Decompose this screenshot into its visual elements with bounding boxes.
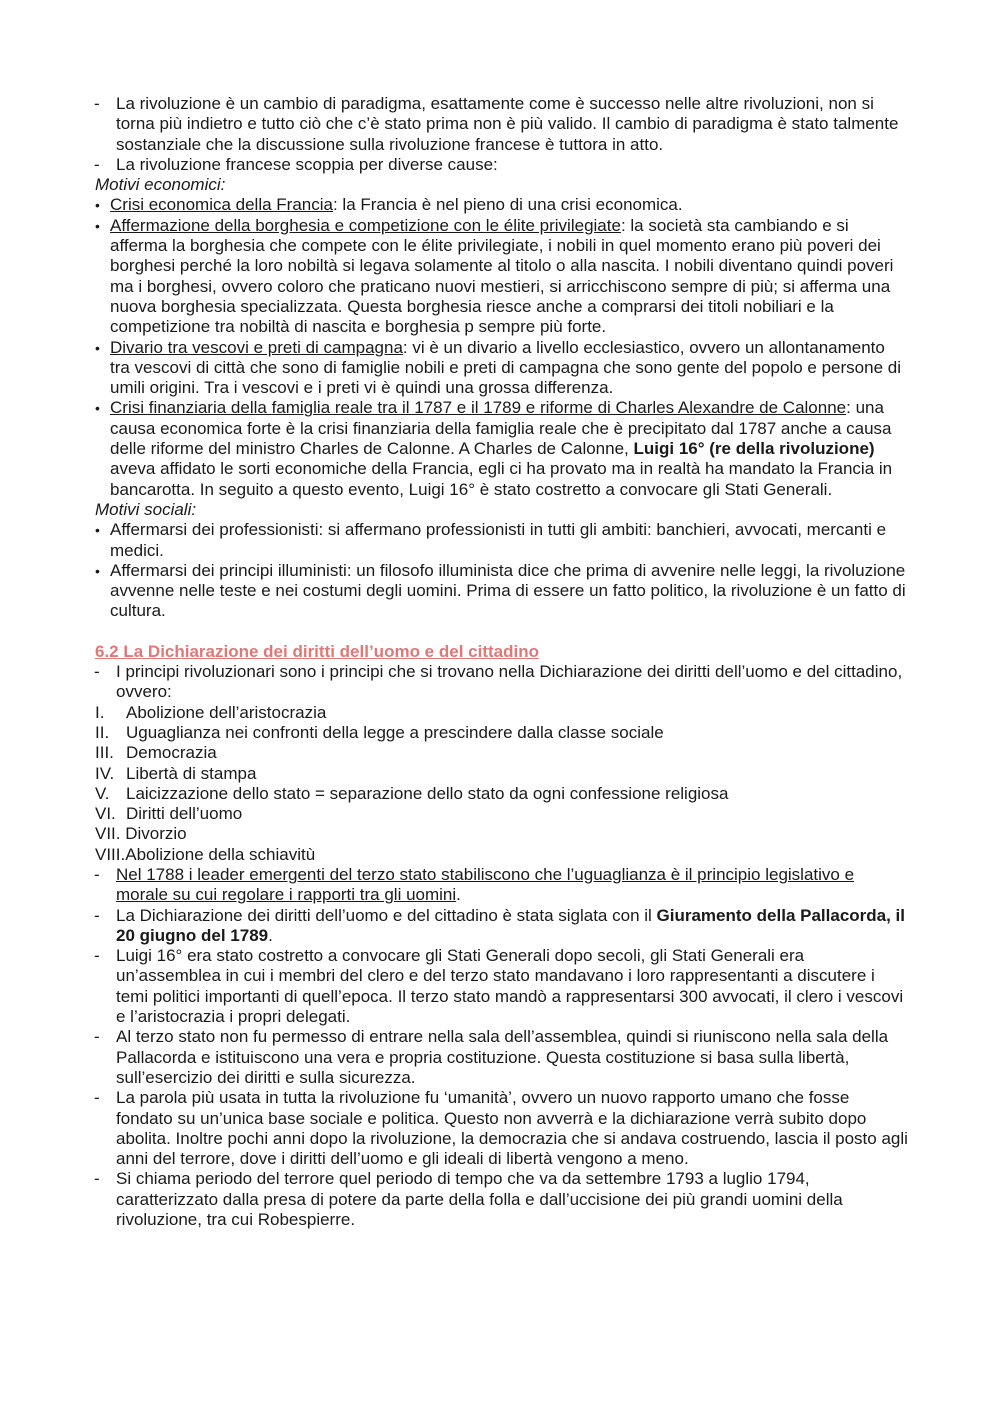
dash-marker: -	[94, 1088, 100, 1108]
numbered-list-item	[0, 784, 1000, 804]
bold-text: Giuramento della Pallacorda, il 20 giugno del 1789	[116, 905, 905, 945]
bullet-list-item	[0, 195, 1000, 215]
text-run: Affermarsi dei principi illuministi: un filosofo illuminista dice che prima di avvenire nelle leggi, la rivoluzione avvenne nelle teste e nei costumi degli uomini. Prima di essere un fatto politico, la rivoluzione è un fatto di cultura.	[110, 560, 906, 621]
text-run: .	[268, 925, 273, 945]
dash-list-item	[0, 865, 1000, 906]
text-run: Diritti dell’uomo	[126, 804, 243, 824]
underlined-text: Divario tra vescovi e preti di campagna	[110, 337, 403, 357]
dash-marker: -	[94, 1169, 100, 1189]
dash-marker: -	[94, 662, 100, 682]
bullet-marker: •	[95, 400, 100, 417]
dash-marker: -	[94, 946, 100, 966]
section-heading	[0, 642, 1000, 662]
dash-list-item	[0, 155, 1000, 175]
text-run: Motivi sociali:	[95, 499, 197, 519]
underlined-text: Crisi economica della Francia	[110, 195, 333, 215]
text-run: : una causa economica forte è la crisi finanziaria della famiglia reale che è precipitato dal 1787 anche a causa delle riforme del ministro Charles de Calonne. A Charles de Calonne,	[110, 398, 892, 459]
dash-marker: -	[94, 1027, 100, 1047]
dash-marker: -	[94, 905, 100, 925]
text-run: Affermarsi dei professionisti: si affermano professionisti in tutti gli ambiti: banchieri, avvocati, mercanti e medici.	[110, 520, 887, 560]
text-run: Democrazia	[126, 743, 217, 763]
text-run: : vi è un divario a livello ecclesiastico, ovvero un allontanamento tra vescovi di città che sono di famiglie nobili e preti di campagna che sono gente del popolo e persone di umili origini. Tra i vescovi e i preti vi è quindi una grossa differenza.	[110, 337, 901, 398]
bullet-list-item	[0, 216, 1000, 338]
dash-list-item	[0, 1169, 1000, 1230]
roman-numeral: I.	[95, 702, 105, 722]
dash-list-item	[0, 662, 1000, 703]
text-run: La rivoluzione è un cambio di paradigma, esattamente come è successo nelle altre rivoluzioni, non si torna più indietro e tutto ciò che c’è stato prima non è più valido. Il cambio di paradigma è stato talmente sostanziale che la discussione sulla rivoluzione francese è tuttora in atto.	[116, 94, 899, 154]
text-run: Si chiama periodo del terrore quel periodo di tempo che va da settembre 1793 a luglio 1794, caratterizzato dalla presa di potere da parte della folla e dall’uccisione dei più grandi uomini della rivoluzione, tra cui Robespierre.	[116, 1169, 843, 1230]
document-page	[0, 94, 1000, 1230]
bullet-list-item	[0, 561, 1000, 622]
numbered-list-item	[0, 764, 1000, 784]
numbered-list-item	[0, 804, 1000, 824]
roman-numeral: VI.	[95, 804, 116, 824]
numbered-list-item	[0, 703, 1000, 723]
numbered-list-item	[0, 824, 1000, 844]
numbered-list-item	[0, 723, 1000, 743]
bullet-list-item	[0, 398, 1000, 499]
roman-numeral: IV.	[95, 763, 115, 783]
text-run: Abolizione dell’aristocrazia	[126, 702, 327, 722]
text-run: aveva affidato le sorti economiche della Francia, egli ci ha provato ma in realtà ha mandato la Francia in bancarotta. In seguito a questo evento, Luigi 16° è stato costretto a convocare gli Stati Generali.	[110, 459, 893, 499]
text-run: La rivoluzione francese scoppia per diverse cause:	[116, 154, 498, 174]
underlined-text: Nel 1788 i leader emergenti del terzo stato stabiliscono che l’uguaglianza è il principio legislativo e morale su cui regolare i rapporti tra gli uomini	[116, 864, 855, 905]
dash-list-item	[0, 1088, 1000, 1169]
bullet-marker: •	[95, 197, 100, 214]
roman-numeral: II.	[95, 722, 110, 742]
text-run: VII. Divorzio	[95, 824, 187, 844]
dash-marker: -	[94, 864, 100, 884]
bullet-marker: •	[95, 522, 100, 539]
section-label	[0, 500, 1000, 520]
text-run: I principi rivoluzionari sono i principi che si trovano nella Dichiarazione dei diritti dell’uomo e del cittadino, ovvero:	[116, 662, 903, 702]
text-run: La Dichiarazione dei diritti dell’uomo e del cittadino è stata siglata con il	[116, 905, 657, 925]
underlined-text: Affermazione della borghesia e competizione con le élite privilegiate	[110, 215, 621, 235]
text-run: 6.2 La Dichiarazione dei diritti dell’uomo e del cittadino	[95, 641, 539, 661]
text-run: .	[456, 885, 461, 905]
text-run: Libertà di stampa	[126, 763, 257, 783]
text-run: Uguaglianza nei confronti della legge a prescindere dalla classe sociale	[126, 722, 664, 742]
text-run: : la Francia è nel pieno di una crisi economica.	[332, 195, 683, 215]
dash-list-item	[0, 906, 1000, 947]
text-run: Al terzo stato non fu permesso di entrare nella sala dell’assemblea, quindi si riuniscono nella sala della Pallacorda e istituiscono una vera e propria costituzione. Questa costituzione si basa sulla libertà, sull’esercizio dei diritti e sulla sicurezza.	[116, 1027, 889, 1087]
dash-list-item	[0, 94, 1000, 155]
bullet-marker: •	[95, 339, 100, 356]
dash-marker: -	[94, 154, 100, 174]
text-run: Luigi 16° era stato costretto a convocare gli Stati Generali dopo secoli, gli Stati Generali era un’assemblea in cui i membri del clero e del terzo stato mandavano i loro rappresentanti a discutere i temi politici importanti di quell’epoca. Il terzo stato mandò a rappresentarsi 300 avvocati, il clero i vescovi e l’aristocrazia i propri delegati.	[116, 946, 904, 1027]
bold-text: Luigi 16° (re della rivoluzione)	[633, 439, 875, 459]
text-run: VIII.Abolizione della schiavitù	[95, 844, 316, 864]
section-label	[0, 175, 1000, 195]
roman-numeral: V.	[95, 783, 110, 803]
dash-list-item	[0, 946, 1000, 1027]
bullet-list-item	[0, 520, 1000, 561]
bullet-marker: •	[95, 217, 100, 234]
dash-marker: -	[94, 94, 100, 113]
dash-list-item	[0, 1027, 1000, 1088]
text-run: La parola più usata in tutta la rivoluzione fu ‘umanità’, ovvero un nuovo rapporto umano che fosse fondato su un’unica base sociale e politica. Questo non avverrà e la dichiarazione verrà subito dopo abolita. Inoltre pochi anni dopo la rivoluzione, la democrazia che si andava costruendo, lascia il posto agli anni del terrore, dove i diritti dell’uomo e gli ideali di libertà vengono a meno.	[116, 1088, 908, 1169]
text-run: Motivi economici:	[95, 175, 226, 195]
roman-numeral: III.	[95, 743, 114, 763]
text-run: Laicizzazione dello stato = separazione dello stato da ogni confessione religiosa	[126, 783, 729, 803]
underlined-text: Crisi finanziaria della famiglia reale tra il 1787 e il 1789 e riforme di Charles Alexandre de Calonne	[110, 398, 847, 418]
text-run: : la società sta cambiando e si afferma la borghesia che compete con le élite privilegiate, i nobili in quel momento erano più poveri dei borghesi perché la loro nobiltà si legava solamente al titolo o alla nascita. I nobili diventano quindi poveri ma i borghesi, ovvero coloro che praticano nuovi mestieri, si arricchiscono sempre di più; si afferma una nuova borghesia specializzata. Questa borghesia riesce anche a comprarsi dei titoli nobiliari e la competizione tra nobiltà di nascita e borghesia p sempre più forte.	[110, 215, 894, 337]
numbered-list-item	[0, 845, 1000, 865]
numbered-list-item	[0, 743, 1000, 763]
bullet-list-item	[0, 338, 1000, 399]
bullet-marker: •	[95, 562, 100, 579]
